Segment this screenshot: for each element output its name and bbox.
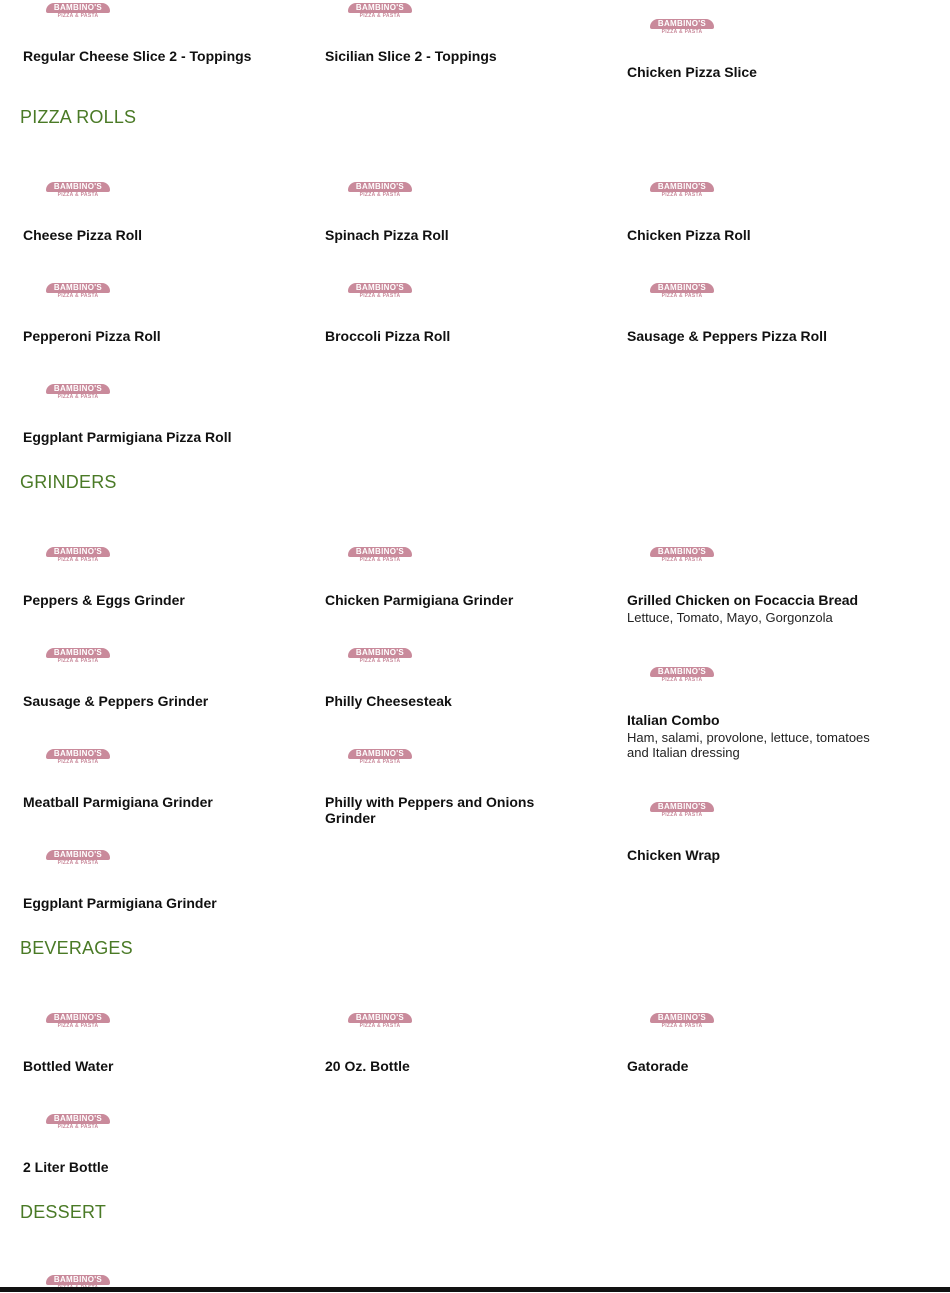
bambinos-logo-icon: BAMBINO'S PIZZA & PASTA xyxy=(348,182,412,200)
bambinos-logo-icon: BAMBINO'S PIZZA & PASTA xyxy=(650,1013,714,1031)
section-title-dessert: DESSERT xyxy=(20,1202,107,1222)
menu-item-name: 2 Liter Bottle xyxy=(23,1159,109,1175)
menu-item-name: Eggplant Parmigiana Grinder xyxy=(23,895,217,911)
bambinos-logo-icon: BAMBINO'S PIZZA & PASTA xyxy=(46,182,110,200)
menu-item[interactable] xyxy=(23,276,288,346)
bambinos-logo-icon: BAMBINO'S PIZZA & PASTA xyxy=(46,3,110,21)
menu-item-name: Broccoli Pizza Roll xyxy=(325,328,451,344)
bambinos-logo-icon: BAMBINO'S PIZZA & PASTA xyxy=(650,547,714,565)
bambinos-logo-icon: BAMBINO'S PIZZA & PASTA xyxy=(46,1013,110,1031)
menu-item-name: Chicken Parmigiana Grinder xyxy=(325,592,514,608)
menu-item-name: 20 Oz. Bottle xyxy=(325,1058,410,1074)
menu-item-name: Philly with Peppers and Onions Grinder xyxy=(325,794,535,826)
menu-item-name: Chicken Wrap xyxy=(627,847,721,863)
menu-item[interactable] xyxy=(325,540,590,610)
menu-item-name: Grilled Chicken on Focaccia Bread xyxy=(627,592,859,608)
bambinos-logo-icon: BAMBINO'S PIZZA & PASTA xyxy=(46,384,110,402)
menu-item[interactable] xyxy=(23,0,288,70)
menu-item-name: Chicken Pizza Slice xyxy=(627,64,757,80)
bambinos-logo-icon: BAMBINO'S PIZZA & PASTA xyxy=(348,547,412,565)
menu-item[interactable] xyxy=(325,641,590,711)
menu-item-name: Sausage & Peppers Pizza Roll xyxy=(627,328,827,344)
bambinos-logo-icon: BAMBINO'S PIZZA & PASTA xyxy=(46,547,110,565)
menu-item[interactable] xyxy=(23,1268,288,1287)
bambinos-logo-icon: BAMBINO'S xyxy=(46,1275,110,1293)
menu-item[interactable] xyxy=(23,742,288,812)
menu-item-name: Bottled Water xyxy=(23,1058,114,1074)
menu-item-name: Pepperoni Pizza Roll xyxy=(23,328,161,344)
menu-item[interactable] xyxy=(325,0,590,70)
bambinos-logo-icon: BAMBINO'S PIZZA & PASTA xyxy=(348,648,412,666)
menu-item[interactable] xyxy=(23,175,288,245)
menu-item-description: Ham, salami, provolone, lettuce, tomatoes and Italian dressing xyxy=(627,730,870,760)
menu-item[interactable] xyxy=(325,1006,590,1076)
menu-item-name: Spinach Pizza Roll xyxy=(325,227,449,243)
menu-item-name: Gatorade xyxy=(627,1058,689,1074)
menu-item-name: Sausage & Peppers Grinder xyxy=(23,693,209,709)
menu-item[interactable] xyxy=(627,795,892,865)
menu-item[interactable] xyxy=(325,276,590,346)
menu-item[interactable] xyxy=(23,1006,288,1076)
menu-item[interactable] xyxy=(23,377,288,447)
menu-item[interactable] xyxy=(627,276,892,346)
bambinos-logo-icon: BAMBINO'S PIZZA & PASTA xyxy=(46,850,110,868)
menu-item[interactable] xyxy=(627,175,892,245)
bambinos-logo-icon: BAMBINO'S PIZZA & PASTA xyxy=(650,19,714,37)
menu-item[interactable] xyxy=(23,1107,288,1177)
bambinos-logo-icon: BAMBINO'S PIZZA & PASTA xyxy=(348,3,412,21)
section-title-grinders: GRINDERS xyxy=(20,472,117,492)
bambinos-logo-icon: BAMBINO'S PIZZA & PASTA xyxy=(348,283,412,301)
bambinos-logo-icon: BAMBINO'S PIZZA & PASTA xyxy=(650,667,714,685)
bambinos-logo-icon: BAMBINO'S PIZZA & PASTA xyxy=(650,283,714,301)
menu-item[interactable] xyxy=(627,1006,892,1076)
bottom-bar xyxy=(0,1287,950,1292)
menu-item-name: Sicilian Slice 2 - Toppings xyxy=(325,48,497,64)
menu-item-description: Lettuce, Tomato, Mayo, Gorgonzola xyxy=(627,610,833,625)
section-title-pizza-rolls: PIZZA ROLLS xyxy=(20,107,137,127)
bambinos-logo-icon: BAMBINO'S PIZZA & PASTA xyxy=(348,749,412,767)
bambinos-logo-icon: BAMBINO'S PIZZA & PASTA xyxy=(46,1114,110,1132)
bambinos-logo-icon: BAMBINO'S PIZZA & PASTA xyxy=(46,749,110,767)
menu-item-name: Peppers & Eggs Grinder xyxy=(23,592,185,608)
menu-item-name: Chicken Pizza Roll xyxy=(627,227,751,243)
menu-item[interactable] xyxy=(23,641,288,711)
menu-item[interactable] xyxy=(627,540,892,628)
menu-item[interactable] xyxy=(325,742,590,830)
menu-item-name: Meatball Parmigiana Grinder xyxy=(23,794,213,810)
bambinos-logo-icon: BAMBINO'S PIZZA & PASTA xyxy=(650,802,714,820)
menu-item[interactable] xyxy=(325,175,590,245)
menu-item-name: Italian Combo xyxy=(627,712,720,728)
menu-item-name: Regular Cheese Slice 2 - Toppings xyxy=(23,48,252,64)
menu-item-name: Philly Cheesesteak xyxy=(325,693,452,709)
section-title-beverages: BEVERAGES xyxy=(20,938,133,958)
bambinos-logo-icon: BAMBINO'S PIZZA & PASTA xyxy=(348,1013,412,1031)
menu-item-name: Eggplant Parmigiana Pizza Roll xyxy=(23,429,232,445)
menu-item[interactable] xyxy=(23,540,288,610)
bambinos-logo-icon: BAMBINO'S PIZZA & PASTA xyxy=(46,648,110,666)
menu-item[interactable] xyxy=(627,660,892,766)
bambinos-logo-icon: BAMBINO'S PIZZA & PASTA xyxy=(650,182,714,200)
menu-item[interactable] xyxy=(627,0,892,85)
menu-item[interactable] xyxy=(23,843,288,913)
menu-item-name: Cheese Pizza Roll xyxy=(23,227,143,243)
bambinos-logo-icon: BAMBINO'S PIZZA & PASTA xyxy=(46,283,110,301)
